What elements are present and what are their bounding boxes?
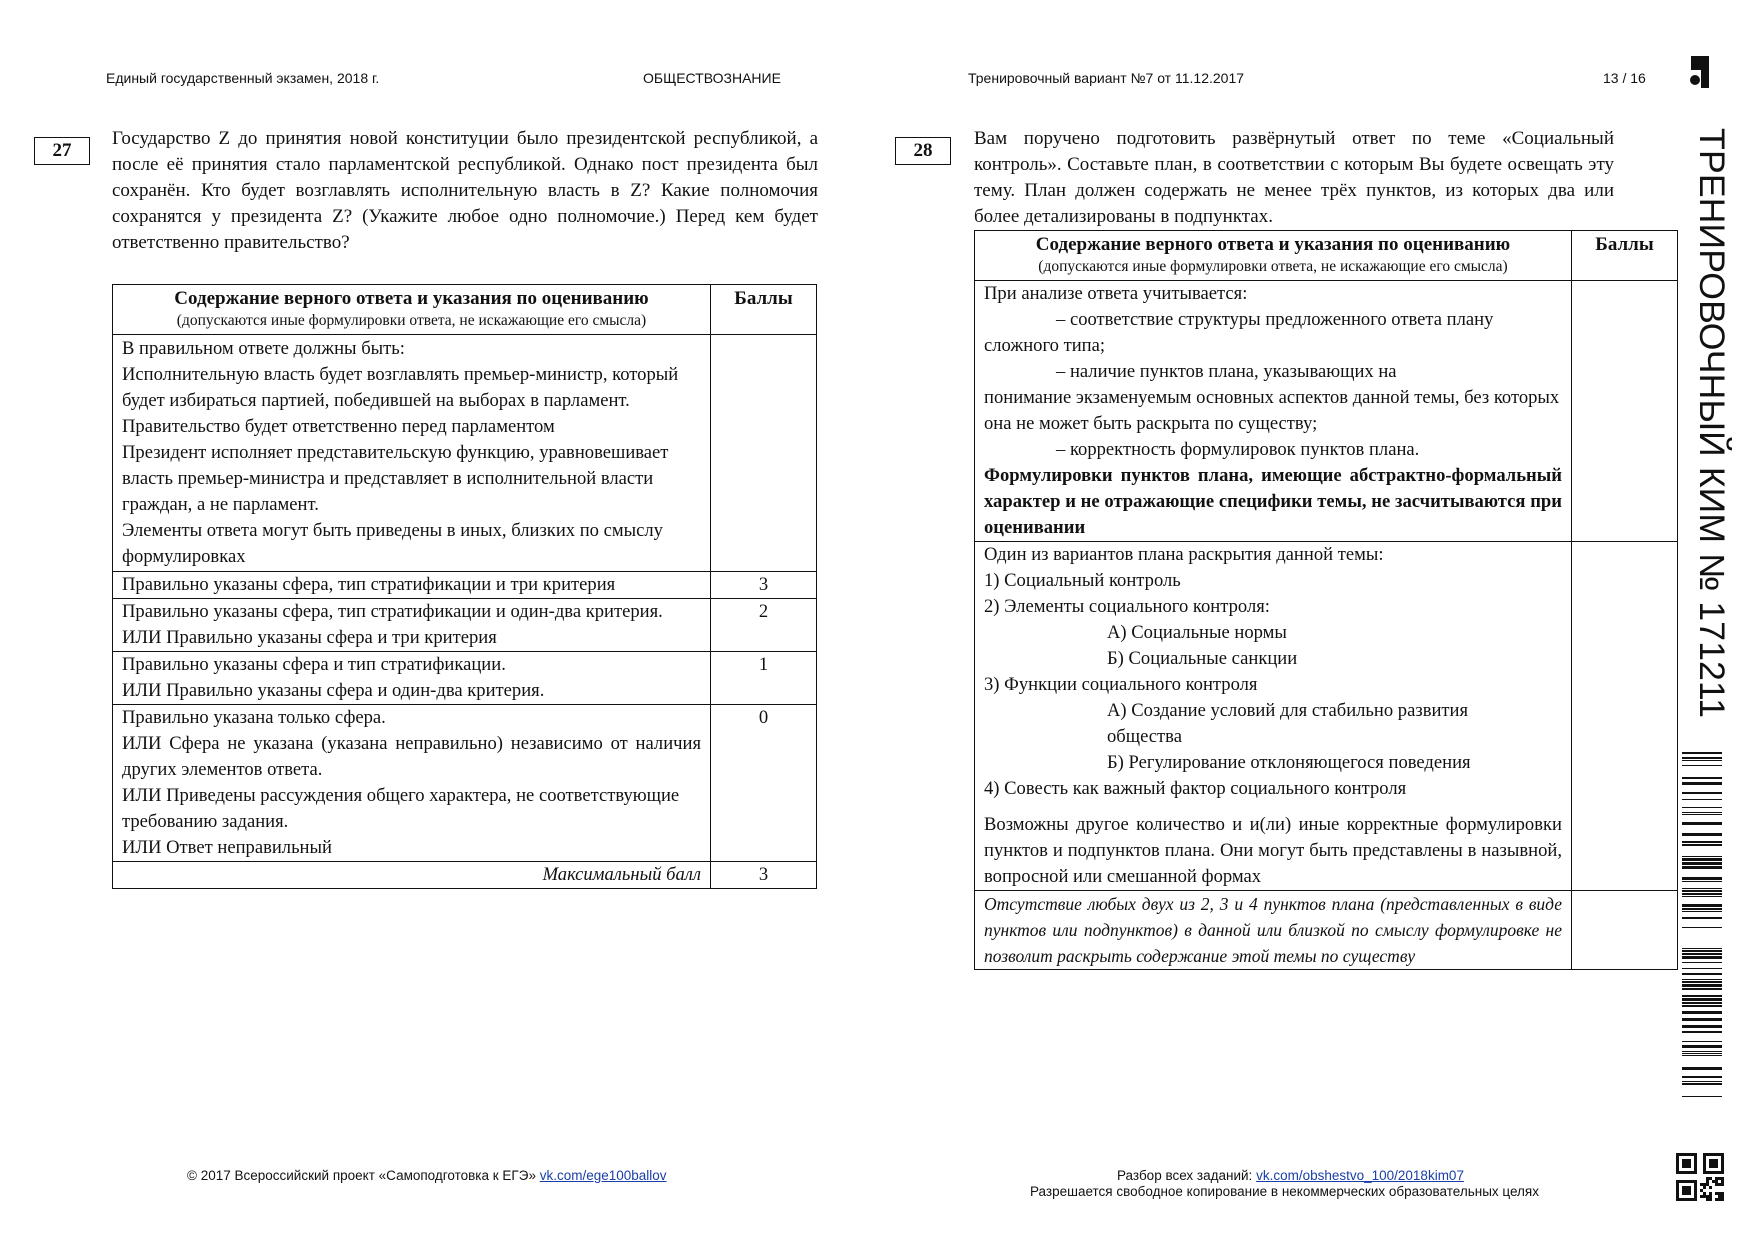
max-score-label: Максимальный балл	[113, 862, 711, 889]
analysis-bullet: – корректность формулировок пунктов плана.	[1056, 439, 1420, 460]
barcode-icon	[1682, 752, 1722, 1100]
footer-copyright	[187, 1168, 667, 1183]
table-header-row	[975, 231, 1678, 281]
plan-row	[975, 542, 1678, 891]
table-header-title: Содержание верного ответа и указания по оцениванию	[174, 288, 649, 309]
plan-note: Возможны другое количество и и(ли) иные корректные формулировки пунктов и подпунктов плана. Они могут быть представлены в назывной, вопросной или смешанной формах	[984, 814, 1562, 887]
answer-row	[113, 335, 817, 572]
footer-license: Разрешается свободное копирование в некоммерческих образовательных целях	[1030, 1184, 1539, 1199]
analysis-bullet: – соответствие структуры предложенного ответа плану	[1056, 309, 1494, 330]
copyright-text: © 2017 Всероссийский проект «Самоподготовка к ЕГЭ»	[187, 1168, 536, 1183]
table-header-subtitle: (допускаются иные формулировки ответа, не искажающие его смысла)	[176, 312, 647, 329]
criteria-text: Правильно указаны сфера и тип стратификации.	[122, 654, 506, 675]
table-header-points: Баллы	[734, 288, 793, 309]
plan-subitem: А) Создание условий для стабильно развития	[1107, 700, 1469, 721]
criteria-text: Правильно указаны сфера, тип стратификации и один-два критерия.	[122, 601, 663, 622]
criteria-row	[113, 599, 817, 652]
analysis-bullet: – наличие пунктов плана, указывающих на	[1056, 361, 1397, 382]
side-title-text: ТРЕНИРОВОЧНЫЙ КИМ № 171211	[1692, 128, 1731, 706]
criteria-row	[113, 705, 817, 862]
criteria-text: ИЛИ Сфера не указана (указана неправильно) независимо от наличия других элементов ответа.	[122, 733, 701, 780]
criteria-text: Правильно указаны сфера, тип стратификации и три критерия	[122, 574, 616, 595]
criteria-points: 2	[711, 599, 817, 652]
criteria-row	[113, 652, 817, 705]
plan-item: 2) Элементы социального контроля:	[984, 596, 1270, 617]
subject-title: ОБЩЕСТВОЗНАНИЕ	[643, 70, 781, 86]
plan-item: 1) Социальный контроль	[984, 570, 1181, 591]
criteria-row	[113, 572, 817, 599]
page-number: 13 / 16	[1603, 70, 1646, 86]
max-score-row	[113, 862, 817, 889]
plan-item: 4) Совесть как важный фактор социального контроля	[984, 778, 1407, 799]
task-27-number: 27	[34, 137, 90, 165]
parse-label: Разбор всех заданий:	[1117, 1168, 1253, 1183]
task-28-grading-table	[974, 230, 1678, 970]
analysis-intro: При анализе ответа учитывается:	[984, 283, 1248, 304]
plan-footnote: Отсутствие любых двух из 2, 3 и 4 пунктов плана (представленных в виде пунктов или подпунктов) в данной или близкой по смыслу формулировке не позволит раскрыть содержание этой темы по существу	[975, 891, 1572, 970]
criteria-text: ИЛИ Правильно указаны сфера и один-два критерия.	[122, 680, 545, 701]
variant-title: Тренировочный вариант №7 от 11.12.2017	[968, 70, 1245, 86]
qr-code-icon	[1676, 1153, 1724, 1201]
task-28-number: 28	[895, 137, 951, 165]
table-header-subtitle: (допускаются иные формулировки ответа, не искажающие его смысла)	[1038, 258, 1508, 275]
criteria-text: ИЛИ Приведены рассуждения общего характера, не соответствующие требованию задания.	[122, 785, 680, 832]
analysis-bold-note: Формулировки пунктов плана, имеющие абстрактно-формальный характер и не отражающие специфики темы, не засчитываются при оценивании	[984, 465, 1562, 538]
criteria-text: ИЛИ Ответ неправильный	[122, 837, 332, 858]
table-header-points: Баллы	[1595, 234, 1654, 255]
parse-link[interactable]: vk.com/obshestvo_100/2018kim07	[1256, 1168, 1464, 1183]
criteria-text: Правильно указана только сфера.	[122, 707, 386, 728]
side-title	[1686, 128, 1734, 728]
table-header-row	[113, 285, 817, 335]
analysis-bullet-cont: сложного типа;	[984, 335, 1106, 356]
table-header-title: Содержание верного ответа и указания по оцениванию	[1035, 234, 1511, 255]
task-27-grading-table	[112, 284, 817, 889]
copyright-link[interactable]: vk.com/ege100ballov	[539, 1168, 667, 1183]
footnote-row	[975, 891, 1678, 970]
exam-title: Единый государственный экзамен, 2018 г.	[106, 70, 380, 86]
task-28-text: Вам поручено подготовить развёрнутый ответ по теме «Социальный контроль». Составьте план, в соответствии с которым Вы будете освещать эту тему. План должен содержать не менее трёх пунктов, из которых два или более детализированы в подпунктах.	[974, 128, 1614, 227]
answer-point-2: Президент исполняет представительскую функцию, уравновешивает власть премьер-министра и представляет в исполнительной власти граждан, а не парламент.	[122, 442, 669, 515]
max-score-points: 3	[711, 862, 817, 889]
corner-marker-icon	[1689, 56, 1711, 88]
answer-intro: В правильном ответе должны быть:	[122, 338, 405, 359]
plan-subitem-cont: общества	[1107, 726, 1182, 747]
plan-subitem: А) Социальные нормы	[1107, 622, 1287, 643]
criteria-points: 1	[711, 652, 817, 705]
criteria-text: ИЛИ Правильно указаны сфера и три критерия	[122, 627, 497, 648]
plan-subitem: Б) Регулирование отклоняющегося поведения	[1107, 752, 1471, 773]
analysis-row	[975, 281, 1678, 542]
criteria-points: 3	[711, 572, 817, 599]
footer-parse	[1117, 1168, 1464, 1183]
answer-point-3: Элементы ответа могут быть приведены в иных, близких по смыслу формулировках	[122, 520, 663, 567]
plan-item: 3) Функции социального контроля	[984, 674, 1258, 695]
criteria-points: 0	[711, 705, 817, 862]
plan-intro: Один из вариантов плана раскрытия данной темы:	[984, 544, 1384, 565]
plan-subitem: Б) Социальные санкции	[1107, 648, 1298, 669]
task-27-text: Государство Z до принятия новой конституции было президентской республикой, а после её принятия стало парламентской республикой. Однако пост президента был сохранён. Кто будет возглавлять исполнительную власть в Z? Какие полномочия сохранятся у президента Z? (Укажите любое одно полномочие.) Перед кем будет ответственно правительство?	[112, 128, 818, 253]
analysis-bullet-cont: понимание экзаменуемым основных аспектов данной темы, без которых она не может быть раскрыта по существу;	[984, 387, 1560, 434]
answer-point-1: Исполнительную власть будет возглавлять премьер-министр, который будет избираться партией, победившей на выборах в парламент. Правительство будет ответственно перед парламентом	[122, 364, 679, 437]
